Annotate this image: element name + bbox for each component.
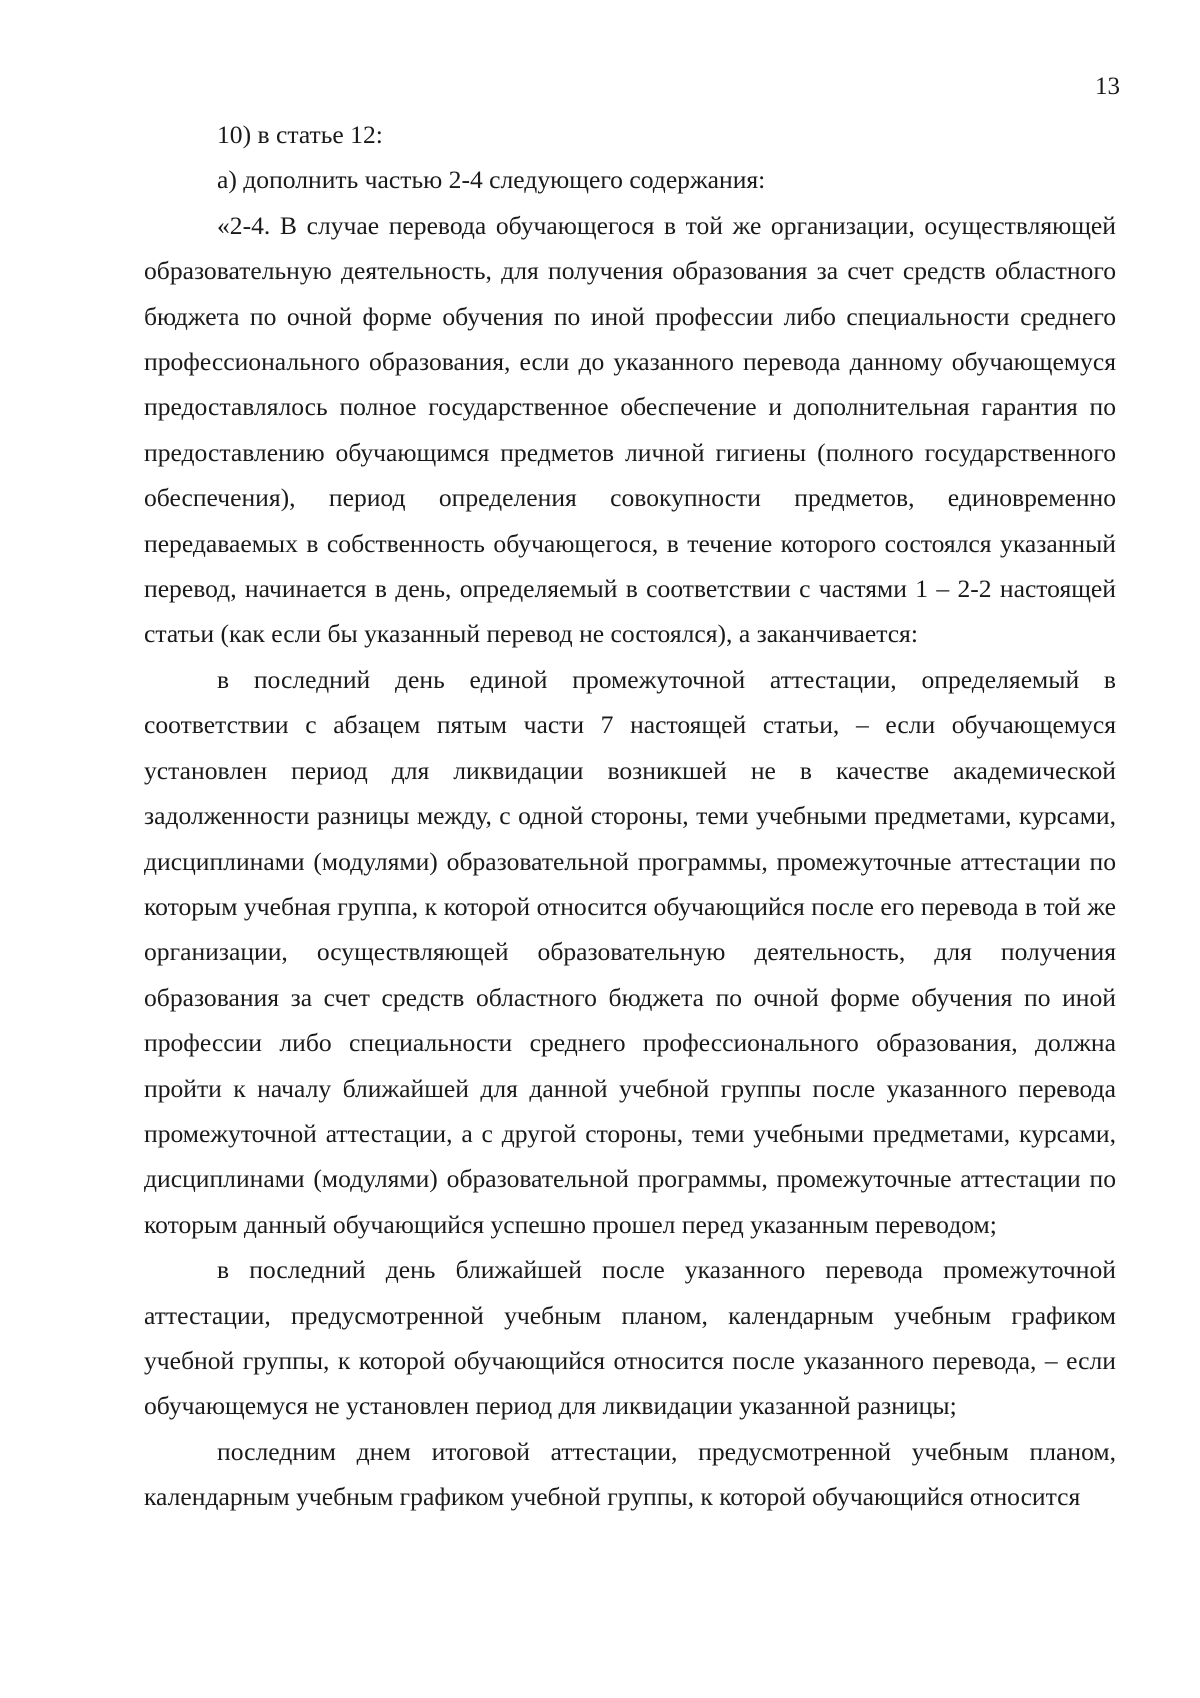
- page-number: 13: [1095, 73, 1120, 100]
- document-body: [144, 112, 1116, 1520]
- paragraph-item-a: а) дополнить частью 2-4 следующего содержания:: [217, 165, 766, 195]
- paragraph-last-day-single-attestation: в последний день единой промежуточной аттестации, определяемый в соответствии с абзацем пятым части 7 настоящей статьи, – если обучающемуся установлен период для ликвидации возникшей не в качестве академической задолженности разницы между, с одной стороны, теми учебными предметами, курсами, дисциплинами (модулями) образовательной программы, промежуточные аттестации по которым учебная группа, к которой относится обучающийся после его перевода в той же организации, осуществляющей образовательную деятельность, для получения образования за счет средств областного бюджета по очной форме обучения по иной профессии либо специальности среднего профессионального образования, должна пройти к началу ближайшей для данной учебной группы после указанного перевода промежуточной аттестации, а с другой стороны, теми учебными предметами, курсами, дисциплинами (модулями) образовательной программы, промежуточные аттестации по которым данный обучающийся успешно прошел перед указанным переводом;: [144, 664, 1116, 1239]
- paragraph-part-2-4: «2-4. В случае перевода обучающегося в той же организации, осуществляющей образовательную деятельность, для получения образования за счет средств областного бюджета по очной форме обучения по иной профессии либо специальности среднего профессионального образования, если до указанного перевода данному обучающемуся предоставлялось полное государственное обеспечение и дополнительная гарантия по предоставлению обучающимся предметов личной гигиены (полного государственного обеспечения), период определения совокупности предметов, единовременно передаваемых в собственность обучающегося, в течение которого состоялся указанный перевод, начинается в день, определяемый в соответствии с частями 1 – 2-2 настоящей статьи (как если бы указанный перевод не состоялся), а заканчивается:: [144, 210, 1116, 649]
- paragraph-article-12: 10) в статье 12:: [217, 120, 383, 149]
- paragraph-final-attestation: последним днем итоговой аттестации, предусмотренной учебным планом, календарным учебным графиком учебной группы, к которой обучающийся относится: [144, 1436, 1116, 1512]
- paragraph-last-day-nearest-attestation: в последний день ближайшей после указанного перевода промежуточной аттестации, предусмотренной учебным планом, календарным учебным графиком учебной группы, к которой обучающийся относится после указанного перевода, – если обучающемуся не установлен период для ликвидации указанной разницы;: [144, 1255, 1116, 1421]
